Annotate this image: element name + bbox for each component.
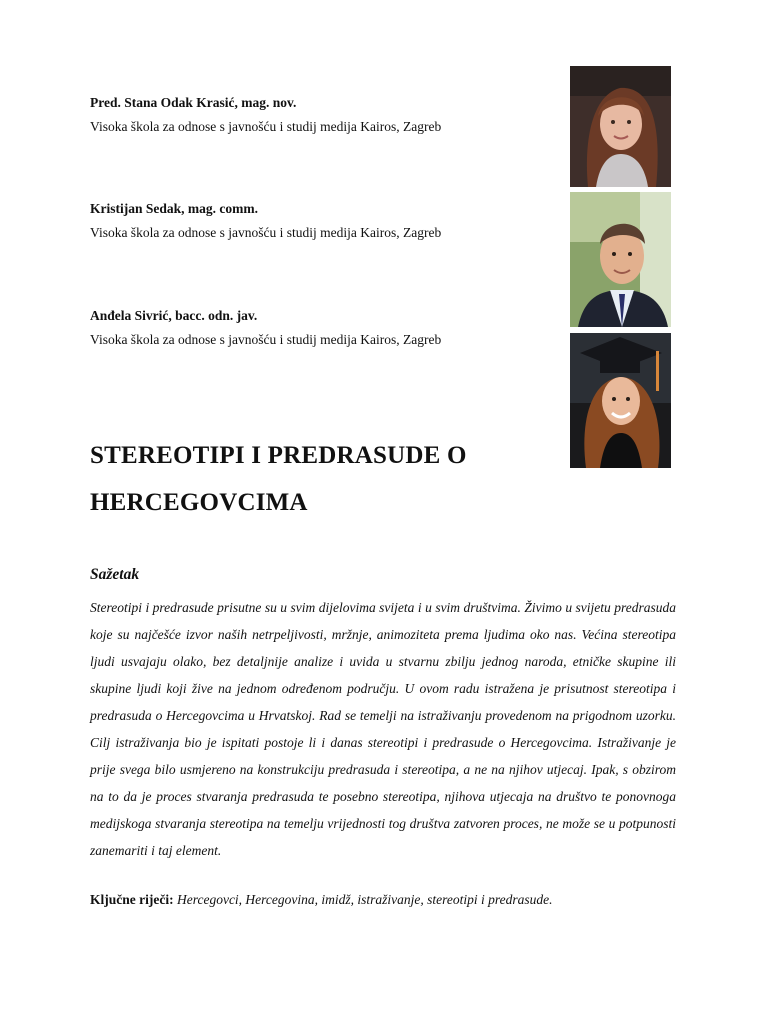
paper-title-line-1: STEREOTIPI I PREDRASUDE O — [90, 442, 467, 469]
keywords-value: Hercegovci, Hercegovina, imidž, istraživanje, stereotipi i predrasude. — [176, 892, 553, 907]
keywords-label: Ključne riječi: — [90, 892, 177, 907]
author-photo-2 — [570, 192, 671, 327]
author-name: Kristijan Sedak, mag. comm. — [90, 201, 258, 216]
keywords — [90, 889, 676, 911]
author-photo-1 — [570, 66, 671, 187]
author-name: Anđela Sivrić, bacc. odn. jav. — [90, 308, 258, 323]
paper-title-line-2: HERCEGOVCIMA — [90, 489, 308, 516]
author-block-3 — [90, 307, 550, 349]
author-name: Pred. Stana Odak Krasić, mag. nov. — [90, 95, 297, 110]
abstract-heading: Sažetak — [90, 566, 140, 583]
author-photo-3 — [570, 333, 671, 468]
paper-title — [90, 432, 560, 526]
author-affiliation: Visoka škola za odnose s javnošću i studij medija Kairos, Zagreb — [90, 119, 442, 134]
abstract-text: Stereotipi i predrasude prisutne su u svim dijelovima svijeta i u svim društvima. Živimo u svijetu predrasuda koje su najčešće izvor naših netrpeljivosti, mržnje, animoziteta prema ljudima oko nas. Većina stereotipa ljudi usvajaju olako, bez detaljnije analize i uvida u stvarnu zbilju jednog naroda, etničke skupine ili skupine ljudi koji žive na jednom određenom području. U ovom radu istražena je prisutnost stereotipa i predrasuda o Hercegovcima u Hrvatskoj. Rad se temelji na istraživanju provedenom na prigodnom uzorku. Cilj istraživanja bio je ispitati postoje li i danas stereotipi i predrasude o Hercegovcima. Istraživanje je prije svega bilo usmjereno na konstrukciju predrasuda i stereotipa, a ne na njihov utjecaj. Ipak, s obzirom na to da je proces stvaranja predrasuda te posebno stereotipa, njihova utjecaja na društvo te ponovnoga medijskoga stvaranja stereotipa na temelju vrijednosti tog društva zatvoren proces, ne može se u potpunosti zanemariti i taj element. — [90, 600, 676, 858]
author-block-1 — [90, 94, 550, 136]
author-affiliation: Visoka škola za odnose s javnošću i studij medija Kairos, Zagreb — [90, 225, 442, 240]
author-block-2 — [90, 200, 550, 242]
author-affiliation: Visoka škola za odnose s javnošću i studij medija Kairos, Zagreb — [90, 332, 442, 347]
